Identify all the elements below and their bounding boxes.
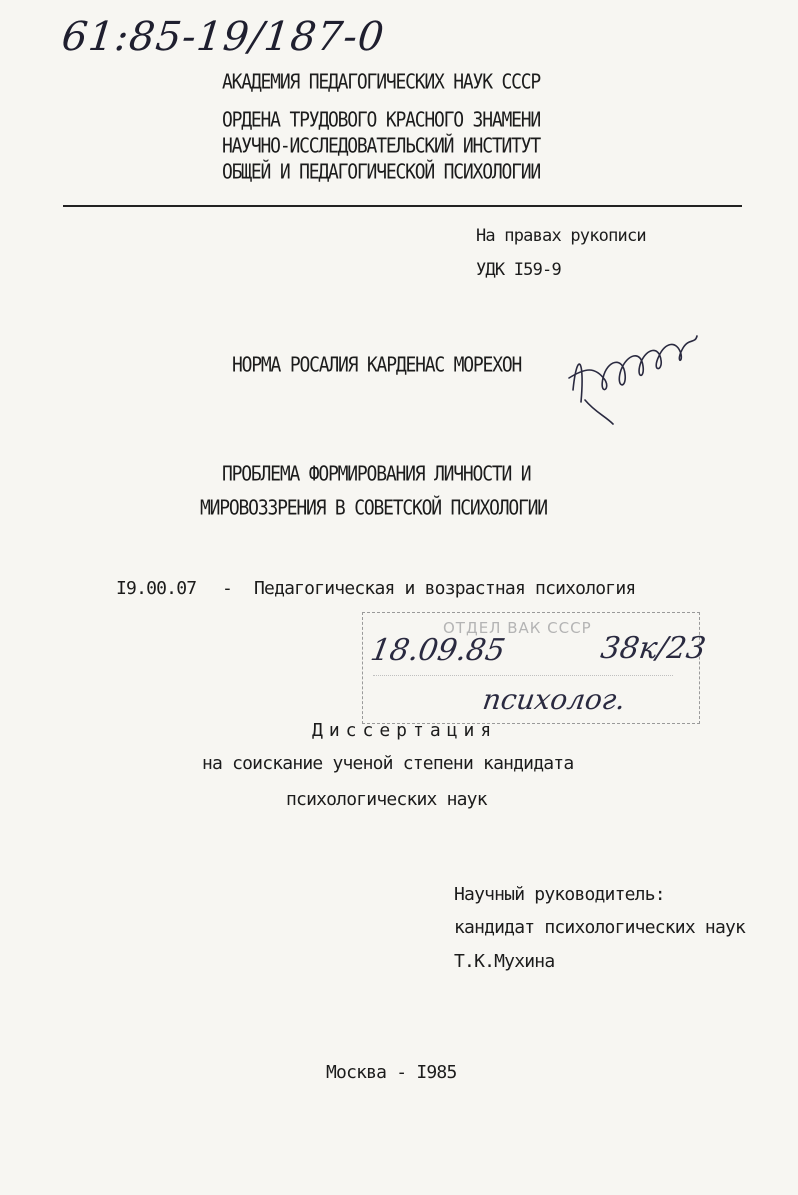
dissertation-title-line2: МИРОВОЗЗРЕНИЯ В СОВЕТСКОЙ ПСИХОЛОГИИ (200, 496, 547, 521)
stamp-number: 38к/23 (598, 631, 708, 666)
udk-code: УДК I59-9 (476, 260, 561, 280)
manuscript-rights: На правах рукописи (476, 226, 646, 246)
place-and-year: Москва - I985 (326, 1062, 457, 1083)
dissertation-title-line1: ПРОБЛЕМА ФОРМИРОВАНИЯ ЛИЧНОСТИ И (222, 462, 531, 487)
stamp-date: 18.09.85 (367, 633, 508, 668)
header-order: ОРДЕНА ТРУДОВОГО КРАСНОГО ЗНАМЕНИ (222, 108, 541, 133)
header-institute: НАУЧНО-ИССЛЕДОВАТЕЛЬСКИЙ ИНСТИТУТ (222, 134, 541, 159)
thesis-degree-line1: на соискание ученой степени кандидата (202, 753, 574, 774)
supervisor-label: Научный руководитель: (454, 884, 665, 905)
author-signature (555, 320, 715, 430)
header-divider (63, 205, 742, 207)
archive-number: 61:85-19/187-0 (59, 14, 387, 60)
registration-stamp (362, 612, 708, 724)
header-academy: АКАДЕМИЯ ПЕДАГОГИЧЕСКИХ НАУК СССР (222, 70, 541, 95)
stamp-line (373, 675, 673, 676)
stamp-organization: ОТДЕЛ ВАК СССР (443, 619, 592, 637)
specialty-name: Педагогическая и возрастная психология (254, 578, 636, 599)
supervisor-title: кандидат психологических наук (454, 917, 746, 938)
author-name: НОРМА РОСАЛИЯ КАРДЕНАС МОРЕХОН (232, 353, 522, 378)
specialty-dash: - (222, 578, 233, 599)
supervisor-name: Т.К.Мухина (454, 951, 555, 972)
thesis-degree-line2: психологических наук (286, 789, 487, 810)
thesis-type: Диссертация (312, 720, 498, 741)
specialty-code: I9.00.07 (116, 578, 197, 599)
stamp-field: психолог. (480, 683, 628, 716)
header-department: ОБЩЕЙ И ПЕДАГОГИЧЕСКОЙ ПСИХОЛОГИИ (222, 160, 541, 185)
